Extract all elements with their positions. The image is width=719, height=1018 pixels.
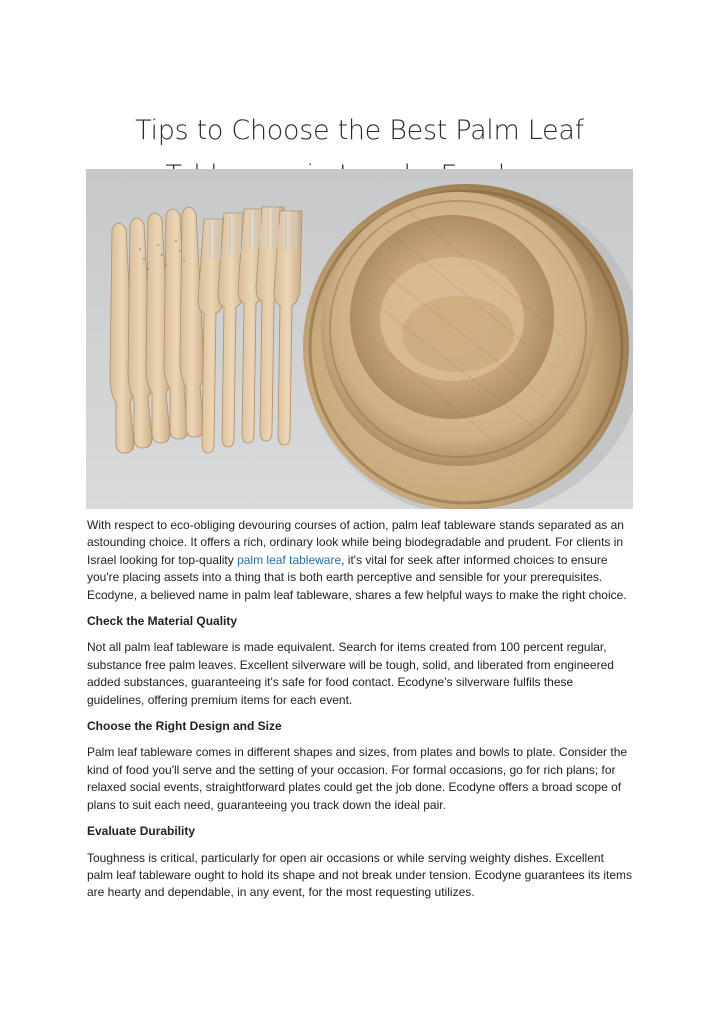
section-heading-material-quality: Check the Material Quality bbox=[87, 614, 238, 629]
section-body-design-size: Palm leaf tableware comes in different shapes and sizes, from plates and bowls to plate. Consider the kind of food you'll serve and the setting of your occasion. For formal occasions, go for rich plans; for relaxed social events, straightforward plates could get the job done. Ecodyne offers a broad scope of plans to suit each need, guaranteeing you track down the ideal pair. bbox=[87, 745, 628, 812]
section-heading-design-size: Choose the Right Design and Size bbox=[87, 719, 282, 734]
section-body-material-quality: Not all palm leaf tableware is made equivalent. Search for items created from 100 percent regular, substance free palm leaves. Excellent silverware will be tough, solid, and liberated from engineered added substances, guaranteeing it's safe for food contact. Ecodyne's silverware fulfils these guidelines, offering premium items for each event. bbox=[87, 640, 614, 707]
section-heading-durability: Evaluate Durability bbox=[87, 824, 196, 839]
palm-leaf-tableware-link[interactable]: palm leaf tableware bbox=[237, 552, 342, 567]
palm-leaf-tableware-photo bbox=[86, 169, 633, 509]
title-line-1: Tips to Choose the Best Palm Leaf bbox=[135, 115, 584, 147]
intro-paragraph: With respect to eco-obliging devouring courses of action, palm leaf tableware stands separated as an astounding choice. It offers a rich, ordinary look while being biodegradable and prudent. For clients in Israel looking for top-quality palm leaf tableware, it's vital for seek after informed choices to ensure you're placing assets into a thing that is both earth perceptive and sensible for your prerequisites. Ecodyne, a believed name in palm leaf tableware, shares a few helpful ways to make the right choice. bbox=[87, 518, 627, 602]
section-body-durability: Toughness is critical, particularly for open air occasions or while serving weighty dishes. Excellent palm leaf tableware ought to hold its shape and not break under tension. Ecodyne guarantees its items are hearty and dependable, in any event, for the most requesting utilizes. bbox=[87, 850, 633, 900]
article-body bbox=[87, 517, 632, 911]
